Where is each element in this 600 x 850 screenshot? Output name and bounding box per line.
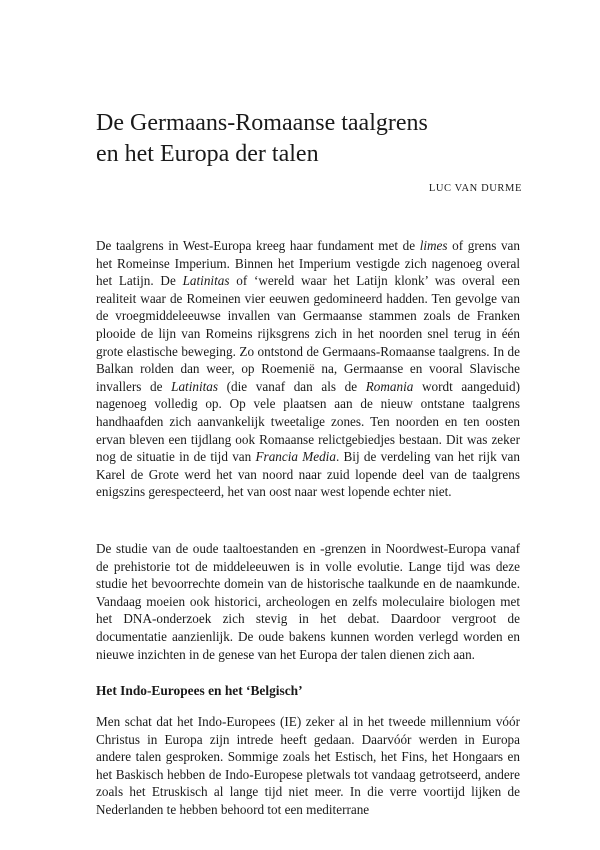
p1-italic-latinitas-2: Latinitas (171, 378, 219, 394)
p1-text-3: of ‘wereld waar het Latijn klonk’ was overal een realiteit waar de Romeinen vier eeuwen gedomineerd hadden. Ten gevolge van de vroegmiddeleeuwse invallen van Germaanse stammen zoals de Franken plooide de lijn van Romeins rijksgrens zich in het noorden snel terug in één grote elastische beweging. Zo ontstond de Germaans-Romaanse taalgrens. In de Balkan rolden dan weer, op Roemenië na, Germaanse en vooral Slavische invallers de (96, 273, 520, 394)
p1-italic-limes: limes (419, 238, 448, 253)
p1-text-6: . Bij de verdeling van het rijk van Karel de Grote werd het van noord naar zuid lopende deel van de taalgrens enigszins gerespecteerd, het van oost naar west lopende echter niet. (96, 449, 520, 500)
p1-text-4: (die vanaf dan als de (218, 378, 366, 394)
title-line-1: De Germaans-Romaanse taalgrens (96, 110, 428, 136)
author-name: LUC VAN DURME (428, 183, 522, 194)
paragraph-3: Men schat dat het Indo-Europees (IE) zeker al in het tweede millennium vóór Christus in Europa zijn intrede heeft gedaan. Daarvóór werden in Europa andere talen gesproken. Sommige zoals het Estisch, het Fins, het Hongaars en het Baskisch hebben de Indo-Europese pletwals tot vandaag getrotseerd, andere zoals het Etruskisch al lange tijd niet meer. In die verre voortijd lijken de Nederlanden te hebben behoord tot een mediterrane (96, 714, 520, 817)
title-line-2: en het Europa der talen (96, 141, 319, 167)
paragraph-1 (96, 237, 520, 501)
paragraph-2: De studie van de oude taaltoestanden en -grenzen in Noordwest-Europa vanaf de prehistorie tot de middeleeuwen is in volle evolutie. Lange tijd was deze studie het bevoorrechte domein van de historische taalkunde en de naamkunde. Vandaag moeien ook historici, archeologen en zelfs moleculaire biologen met het DNA-onderzoek zich stevig in het debat. Daardoor vergroot de documentatie aanzienlijk. De oude bakens kunnen worden verlegd worden en nieuwe inzichten in de genese van het Europa der talen dienen zich aan. (96, 541, 520, 662)
section-heading: Het Indo-Europees en het ‘Belgisch’ (96, 683, 303, 698)
p1-italic-latinitas: Latinitas (182, 273, 230, 289)
p1-italic-francia-media: Francia Media (255, 449, 336, 465)
p1-text-1: De taalgrens in West-Europa kreeg haar fundament met de (96, 238, 420, 253)
p1-text-5: wordt aangeduid) nagenoeg volledig op. Op vele plaatsen aan de nieuw ontstane taalgrens handhaafden zich aanvankelijk tweetalige zones. Ten noorden en ten oosten ervan bleven een tijdlang ook Romaanse relictgebiedjes bestaan. Dit was zeker nog de situatie in de tijd van (96, 378, 520, 465)
article-title (96, 108, 526, 170)
p1-text-2: of grens van het Romeinse Imperium. Binnen het Imperium vestigde zich nagenoeg overal het Latijn. De (96, 238, 521, 289)
p1-italic-romania: Romania (365, 378, 414, 394)
